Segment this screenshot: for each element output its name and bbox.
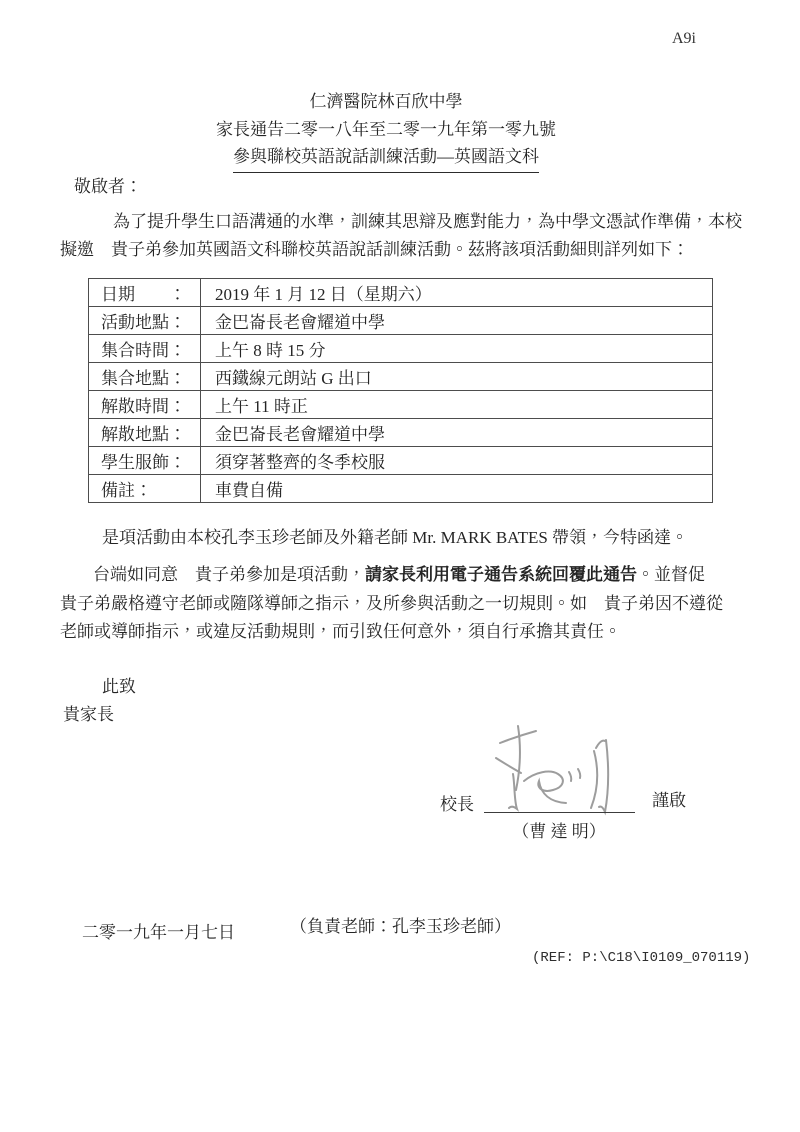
table-row [89,391,713,419]
e-notice-reply-instruction: 請家長利用電子通告系統回覆此通告 [365,565,637,584]
table-row [89,279,713,307]
consent-line-1-pre: 台端如同意 貴子弟參加是項活動， [93,565,365,584]
consent-line-1 [60,561,755,590]
row-label: 集合時間： [89,335,201,363]
notice-number: 家長通告二零一八年至二零一九年第一零九號 [216,119,556,139]
table-row [89,447,713,475]
closing-recipient: 貴家長 [63,705,114,724]
intro-line-1: 為了提升學生口語溝通的水準，訓練其思辯及應對能力，為中學文憑試作準備，本校 [113,212,742,231]
principal-signature-scribble [478,710,648,825]
row-label: 學生服飾： [89,447,201,475]
row-value: 車費自備 [201,475,713,503]
notice-subject: 參與聯校英語說話訓練活動—英國語文科 [233,143,539,173]
table-row [89,419,713,447]
consent-paragraph [60,561,755,647]
consent-line-3: 老師或導師指示，或違反活動規則，而引致任何意外，須自行承擔其責任。 [60,622,621,642]
intro-paragraph [60,208,750,264]
page-corner-label: A9i [672,30,696,47]
row-value: 金巴崙長老會耀道中學 [201,307,713,335]
intro-line-2: 擬邀 貴子弟參加英國語文科聯校英語說話訓練活動。茲將該項活動細則詳列如下： [60,240,689,259]
row-value: 上午 11 時正 [201,391,713,419]
row-label: 解散時間： [89,391,201,419]
salutation: 敬啟者： [74,177,142,196]
row-value: 西鐵線元朗站 G 出口 [201,363,713,391]
footer-file-reference: (REF: P:\C18\I0109_070119) [532,950,751,966]
consent-line-2: 貴子弟嚴格遵守老師或隨隊導師之指示，及所參與活動之一切規則。如 貴子弟因不遵從 [60,593,723,613]
principal-label: 校長 [440,795,474,814]
closing-cizhi: 此致 [102,677,136,696]
activity-details-table [88,278,713,503]
row-label: 日期 ： [89,279,201,307]
table-row [89,363,713,391]
principal-name: （曹 達 明） [512,822,606,841]
signature-line [484,812,635,813]
table-row [89,307,713,335]
row-label: 活動地點： [89,307,201,335]
document-header [0,88,772,173]
row-label: 解散地點： [89,419,201,447]
row-label: 備註： [89,475,201,503]
footer-teacher-in-charge: （負責老師：孔李玉珍老師） [290,917,511,936]
teacher-note-paragraph [60,524,760,552]
school-name: 仁濟醫院林百欣中學 [309,92,463,111]
table-row [89,335,713,363]
table-row [89,475,713,503]
row-label: 集合地點： [89,363,201,391]
row-value: 金巴崙長老會耀道中學 [201,419,713,447]
footer-date: 二零一九年一月七日 [82,923,235,942]
row-value: 須穿著整齊的冬季校服 [201,447,713,475]
teacher-note-line: 是項活動由本校孔李玉珍老師及外籍老師 Mr. MARK BATES 帶領，今特函達。 [102,528,689,547]
respectfully-label: 謹啟 [652,791,686,810]
row-value: 上午 8 時 15 分 [201,335,713,363]
row-value: 2019 年 1 月 12 日（星期六） [201,279,713,307]
consent-line-1-post: 。並督促 [637,565,705,584]
